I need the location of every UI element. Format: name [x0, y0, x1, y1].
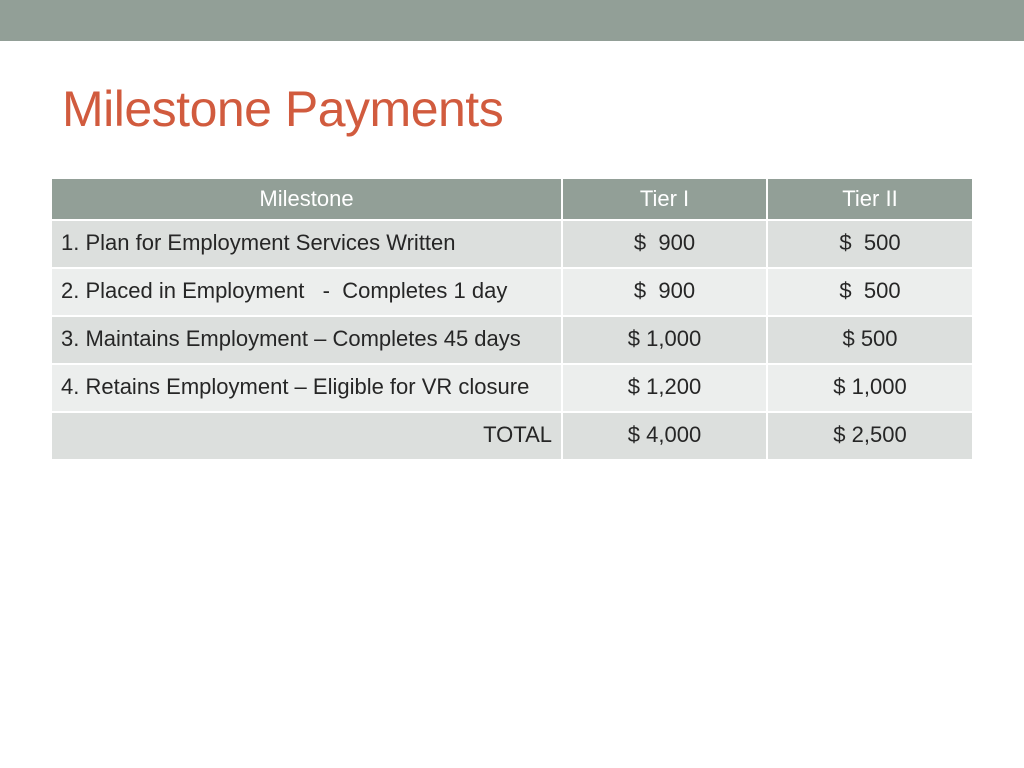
top-accent-bar	[0, 0, 1024, 41]
tier-1-amount: $ 1,200	[627, 374, 702, 399]
table-header-row	[52, 179, 972, 220]
milestone-cell: 2. Placed in Employment - Completes 1 day	[52, 268, 562, 316]
table-row	[52, 220, 972, 268]
header-tier-2: Tier II	[767, 179, 972, 220]
tier-1-total: $ 4,000	[627, 422, 702, 447]
table-row	[52, 268, 972, 316]
header-milestone: Milestone	[52, 179, 562, 220]
tier-2-amount: $ 1,000	[833, 374, 907, 399]
tier-1-amount: $ 900	[633, 230, 696, 255]
tier-1-amount: $ 1,000	[627, 326, 702, 351]
milestone-cell: 4. Retains Employment – Eligible for VR closure	[52, 364, 562, 412]
table-row	[52, 364, 972, 412]
milestone-cell: 1. Plan for Employment Services Written	[52, 220, 562, 268]
tier-2-amount: $ 500	[839, 230, 901, 255]
slide-title: Milestone Payments	[62, 81, 504, 137]
header-tier-1: Tier I	[562, 179, 767, 220]
total-label: TOTAL	[52, 412, 562, 460]
total-row	[52, 412, 972, 460]
table-row	[52, 316, 972, 364]
milestone-payments-table	[52, 179, 972, 461]
tier-2-amount: $ 500	[839, 278, 901, 303]
tier-1-amount: $ 900	[633, 278, 696, 303]
milestone-cell: 3. Maintains Employment – Completes 45 days	[52, 316, 562, 364]
tier-2-total: $ 2,500	[833, 422, 907, 447]
tier-2-amount: $ 500	[842, 326, 898, 351]
